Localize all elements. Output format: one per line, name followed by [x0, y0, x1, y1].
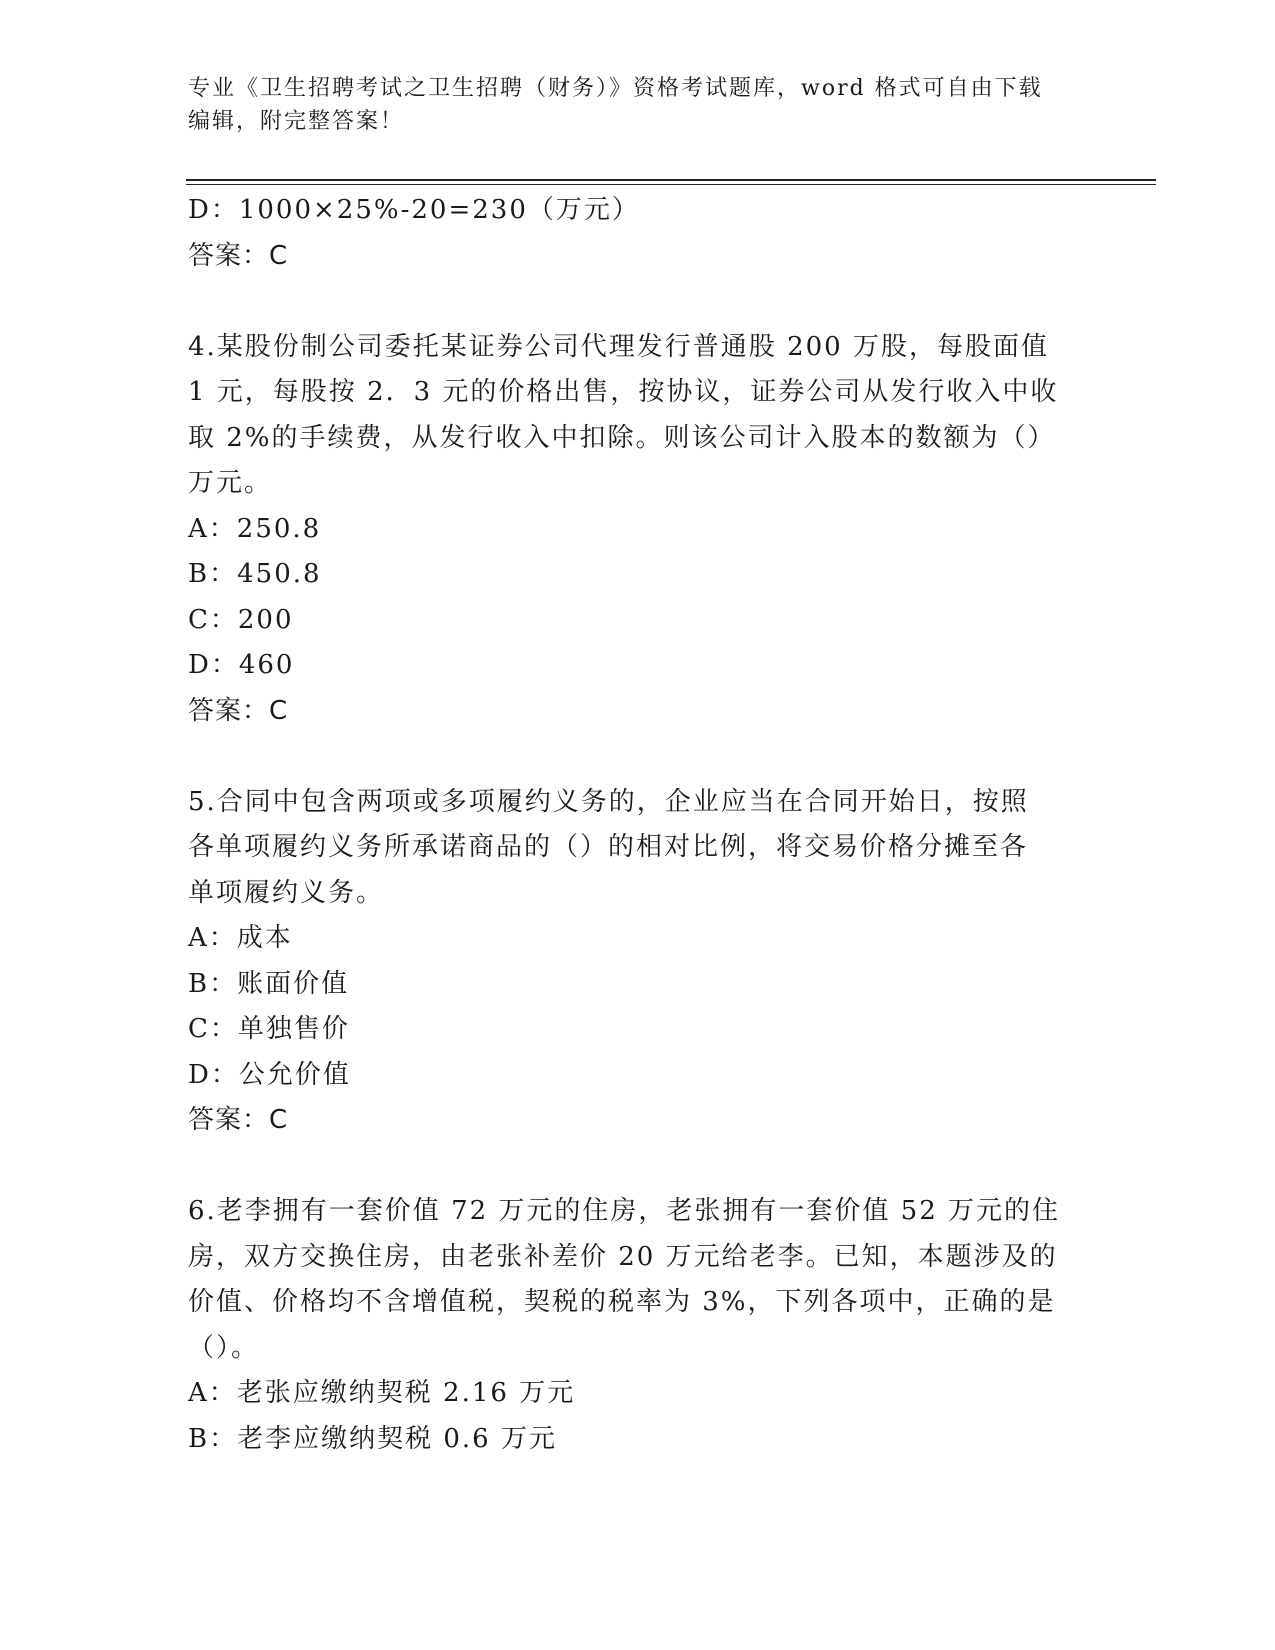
q5-option-c: C：单独售价 — [188, 1014, 350, 1044]
q5-stem-line: 各单项履约义务所承诺商品的（）的相对比例，将交易价格分摊至各 — [188, 832, 1029, 862]
q4-option-b: B：450.8 — [188, 559, 322, 589]
q5-option-d: D：公允价值 — [188, 1059, 351, 1090]
q6-option-a: A：老张应缴纳契税 2.16 万元 — [188, 1378, 576, 1408]
q6-stem-line: 价值、价格均不含增值税，契税的税率为 3%，下列各项中，正确的是 — [188, 1287, 1056, 1317]
q4-option-c: C：200 — [188, 604, 294, 635]
q6-stem-line: 房，双方交换住房，由老张补差价 20 万元给老李。已知，本题涉及的 — [188, 1241, 1058, 1272]
q4-stem-line: 4.某股份制公司委托某证券公司代理发行普通股 200 万股，每股面值 — [188, 331, 1049, 362]
q5-stem-line: 5.合同中包含两项或多项履约义务的，企业应当在合同开始日，按照 — [188, 786, 1029, 817]
question-5 — [188, 780, 1078, 1144]
q6-option-b: B：老李应缴纳契税 0.6 万元 — [188, 1423, 557, 1454]
prev-option-d: D：1000×25%-20=230（万元） — [188, 195, 640, 225]
prev-answer: 答案：C — [188, 240, 289, 271]
q6-stem-line: （）。 — [188, 1332, 260, 1363]
q4-option-d: D：460 — [188, 650, 295, 680]
q4-option-a: A：250.8 — [188, 513, 322, 544]
q6-stem-line: 6.老李拥有一套价值 72 万元的住房，老张拥有一套价值 52 万元的住 — [188, 1196, 1061, 1226]
q4-stem-line: 1 元，每股按 2．3 元的价格出售，按协议，证券公司从发行收入中收 — [188, 377, 1059, 407]
header-line-1: 专业《卫生招聘考试之卫生招聘（财务）》资格考试题库，word 格式可自由下载 — [188, 76, 1043, 101]
question-6 — [188, 1189, 1078, 1462]
q4-stem-line: 万元。 — [188, 468, 273, 498]
header-rule-top — [186, 179, 1156, 181]
q5-stem-line: 单项履约义务。 — [188, 877, 385, 908]
question-content — [188, 188, 1078, 1462]
q5-answer: 答案：C — [188, 1105, 289, 1135]
q4-answer: 答案：C — [188, 695, 289, 726]
header-rule-bottom — [186, 184, 1156, 185]
q4-stem-line: 取 2%的手续费，从发行收入中扣除。则该公司计入股本的数额为（） — [188, 422, 1056, 453]
q5-option-a: A：成本 — [188, 923, 293, 953]
question-4 — [188, 325, 1078, 735]
document-header — [188, 72, 1068, 138]
header-line-2: 编辑，附完整答案！ — [188, 109, 405, 134]
q5-option-b: B：账面价值 — [188, 968, 350, 999]
